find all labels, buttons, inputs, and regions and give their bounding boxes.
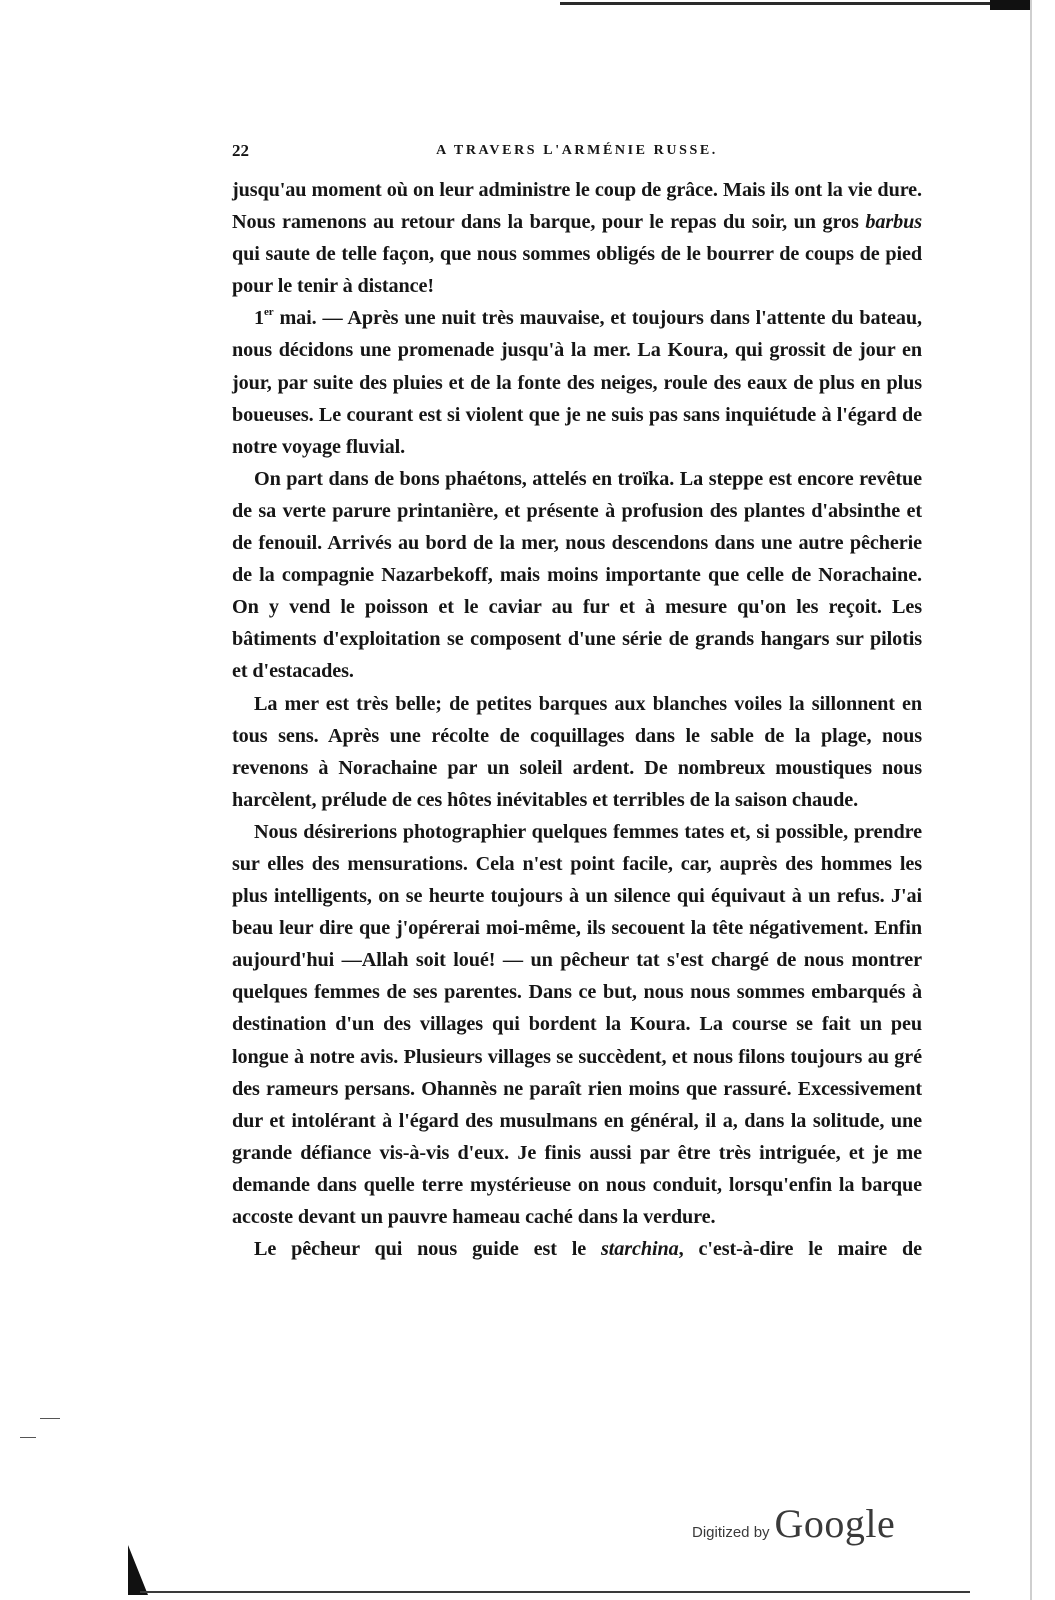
text-run: On part dans de bons phaétons, attelés en troïka. La steppe est encore revêtue de sa verte parure printanière, et présente à profusion des plantes d'absinthe et de fenouil. Arrivés au bord de la mer, nous descendons dans une autre pêcherie de la compagnie Nazarbekoff, mais moins importante que celle de Norachaine. On y vend le poisson et le caviar au fur et à mesure qu'on les reçoit. Les bâtiments d'exploitation se composent d'une série de grands hangars sur pilotis et d'estacades. [232,467,922,683]
paragraph [232,302,922,462]
paragraph [232,174,922,302]
superscript: er [264,305,274,318]
scan-mark [20,1437,36,1438]
paragraph [232,463,922,688]
text-run: 1 [254,307,264,330]
text-run: , c'est-à-dire le maire de [678,1238,922,1261]
text-run: qui saute de telle façon, que nous sommes obligés de le bourrer de coups de pied pour le tenir à distance! [232,243,922,298]
scan-edge-top [560,2,1030,5]
paragraph [232,816,922,1233]
scan-edge-bottom [140,1591,970,1593]
scan-edge-right [1030,0,1055,1600]
italic-term: starchina [601,1238,679,1261]
body-text [232,174,922,1265]
page-number: 22 [232,141,249,160]
digitized-watermark [692,1500,895,1550]
paragraph [232,688,922,816]
italic-term: barbus [865,211,922,234]
text-run: mai. — Après une nuit très mauvaise, et toujours dans l'attente du bateau, nous décidons une promenade jusqu'à la mer. La Koura, qui grossit de jour en jour, par suite des pluies et de la fonte des neiges, roule des eaux de plus en plus boueuses. Le courant est si violent que je ne suis pas sans inquiétude à l'égard de notre voyage fluvial. [232,307,922,458]
watermark-prefix: Digitized by [692,1524,770,1541]
paragraph [232,1233,922,1265]
running-head [232,141,922,163]
text-run: Le pêcheur qui nous guide est le [254,1238,602,1261]
scan-mark [40,1418,60,1419]
scan-edge-bottom-corner [128,1545,148,1595]
text-run: jusqu'au moment où on leur administre le coup de grâce. Mais ils ont la vie dure. Nous ramenons au retour dans la barque, pour le repas du soir, un gros [232,179,922,234]
scan-edge-top-corner [990,0,1030,10]
text-run: Nous désirerions photographier quelques femmes tates et, si possible, prendre sur elles des mensurations. Cela n'est point facile, car, auprès des hommes les plus intelligents, on se heurte toujours à un silence qui équivaut à un refus. J'ai beau leur dire que j'opérerai moi-même, ils secouent la tête négativement. Enfin aujourd'hui —Allah soit loué! — un pêcheur tat s'est chargé de nous montrer quelques femmes de ses parentes. Dans ce but, nous nous sommes embarqués à destination d'un des villages qui bordent la Koura. La course se fait un peu longue à notre avis. Plusieurs villages se succèdent, et nous filons toujours au gré des rameurs persans. Ohannès ne paraît rien moins que rassuré. Excessivement dur et intolérant à l'égard des musulmans en général, il a, dans la solitude, une grande défiance vis-à-vis d'eux. Je finis aussi par être très intriguée, et je me demande dans quelle terre mystérieuse on nous conduit, lorsqu'enfin la barque accoste devant un pauvre hameau caché dans la verdure. [232,820,922,1228]
watermark-brand: Google [774,1501,896,1546]
text-run: La mer est très belle; de petites barques aux blanches voiles la sillonnent en tous sens. Après une récolte de coquillages dans le sable de la plage, nous revenons à Norachaine par un soleil ardent. De nombreux moustiques nous harcèlent, prélude de ces hôtes inévitables et terribles de la saison chaude. [232,692,922,811]
running-title: A TRAVERS L'ARMÉNIE RUSSE. [436,143,718,158]
